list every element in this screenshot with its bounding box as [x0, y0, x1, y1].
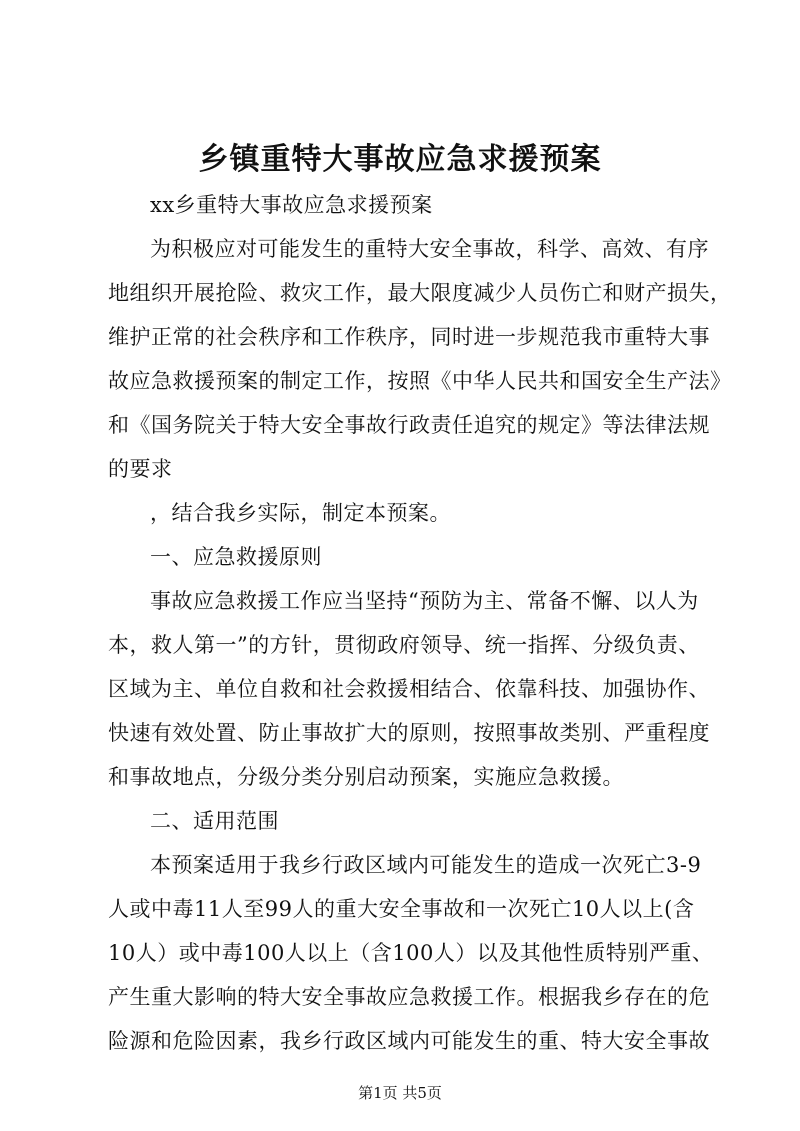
paragraph-line: ，结合我乡实际，制定本预案。: [150, 501, 451, 525]
paragraph-line: 险源和危险因素，我乡行政区域内可能发生的重、特大安全事故: [108, 1029, 710, 1053]
paragraph-line: 的要求: [108, 457, 173, 481]
paragraph-line: 本预案适用于我乡行政区域内可能发生的造成一次死亡3-9: [150, 853, 702, 877]
page-footer: 第1页 共5页: [358, 1084, 442, 1102]
section-heading: 二、适用范围: [150, 809, 279, 833]
paragraph-line: 快速有效处置、防止事故扩大的原则，按照事故类别、严重程度: [108, 721, 710, 745]
paragraph-line: 事故应急救援工作应当坚持“预防为主、常备不懈、以人为: [150, 589, 699, 613]
paragraph-line: 和事故地点，分级分类分别启动预案，实施应急救援。: [108, 765, 624, 789]
paragraph-line: 地组织开展抢险、救灾工作，最大限度减少人员伤亡和财产损失，: [108, 281, 732, 305]
document-title: 乡镇重特大事故应急求援预案: [198, 142, 602, 177]
paragraph-line: 为积极应对可能发生的重特大安全事故，科学、高效、有序: [150, 237, 709, 261]
paragraph-line: 产生重大影响的特大安全事故应急救援工作。根据我乡存在的危: [108, 985, 710, 1009]
paragraph-line: 维护正常的社会秩序和工作秩序，同时进一步规范我市重特大事: [108, 325, 710, 349]
section-heading: 一、应急救援原则: [150, 545, 322, 569]
paragraph-line: 人或中毒11人至99人的重大安全事故和一次死亡10人以上(含: [108, 897, 695, 921]
paragraph-line: 本，救人第一”的方针，贯彻政府领导、统一指挥、分级负责、: [108, 633, 700, 657]
paragraph-line: 10人）或中毒100人以上（含100人）以及其他性质特别严重、: [108, 941, 714, 965]
paragraph-line: 区域为主、单位自救和社会救援相结合、依靠科技、加强协作、: [108, 677, 710, 701]
paragraph-line: 和《国务院关于特大安全事故行政责任追究的规定》等法律法规: [108, 413, 710, 437]
paragraph-line: 故应急救援预案的制定工作，按照《中华人民共和国安全生产法》: [108, 369, 732, 393]
subtitle-line: xx乡重特大事故应急求援预案: [150, 193, 433, 217]
